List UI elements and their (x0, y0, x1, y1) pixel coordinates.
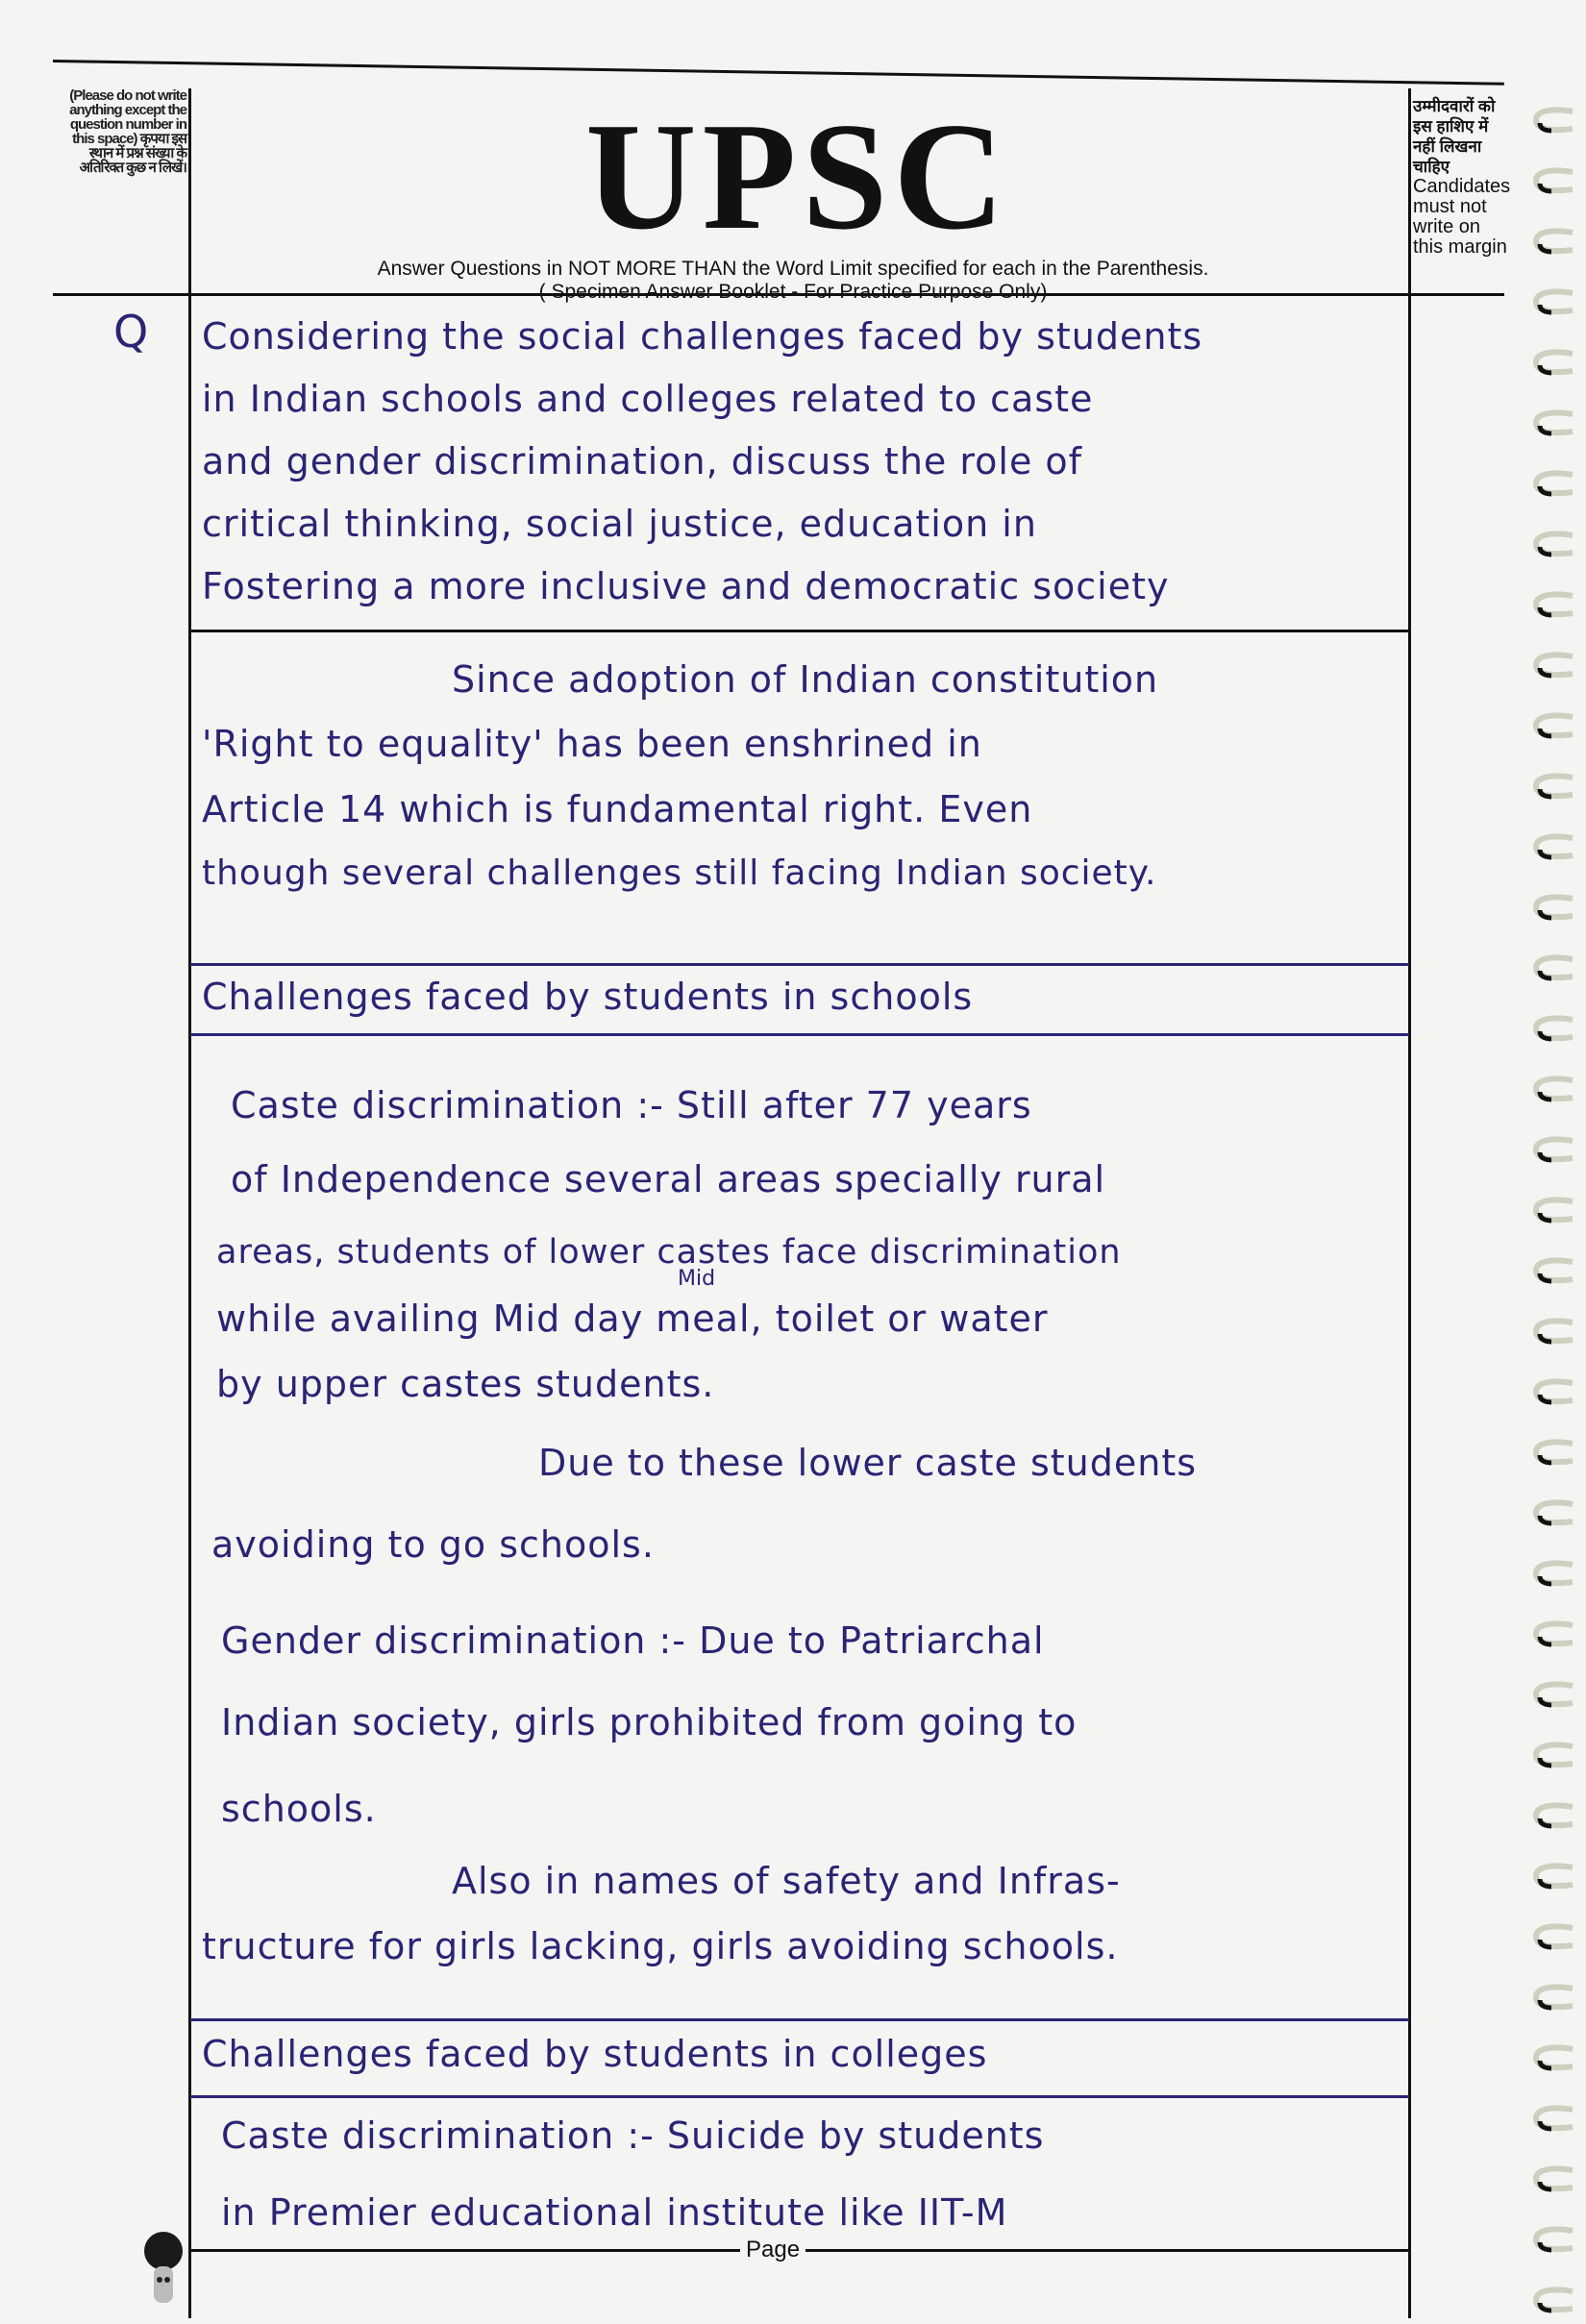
question-line: critical thinking, social justice, education in (202, 503, 1037, 545)
question-line: in Indian schools and colleges related to caste (202, 378, 1094, 420)
schools-caste-line: avoiding to go schools. (211, 1523, 655, 1566)
schools-caste-line: Due to these lower caste students (538, 1442, 1198, 1484)
right-margin-note-english: Candidates must not write on this margin (1413, 176, 1511, 258)
section-divider (190, 963, 1409, 966)
spiral-ring-icon (1530, 1922, 1576, 1951)
spiral-ring-icon (1530, 166, 1576, 195)
header-top-border (53, 60, 1504, 86)
spiral-ring-icon (1530, 348, 1576, 377)
spiral-ring-icon (1530, 1498, 1576, 1527)
spiral-ring-icon (1530, 1135, 1576, 1164)
spiral-ring-icon (1530, 1801, 1576, 1830)
spiral-ring-icon (1530, 2104, 1576, 2133)
mascot-icon (135, 2230, 192, 2316)
right-margin-line (1408, 88, 1411, 2318)
spiral-ring-icon (1530, 2225, 1576, 2254)
spiral-ring-icon (1530, 2164, 1576, 2193)
spiral-ring-icon (1530, 1377, 1576, 1406)
schools-gender-line: Indian society, girls prohibited from going to (221, 1701, 1078, 1743)
section-heading-colleges: Challenges faced by students in colleges (202, 2033, 988, 2075)
instruction-text: Answer Questions in NOT MORE THAN the Word Limit specified for each in the Parenthesis. (377, 258, 1209, 280)
spiral-ring-icon (1530, 408, 1576, 437)
spiral-ring-icon (1530, 1014, 1576, 1043)
intro-line: though several challenges still facing Indian society. (202, 853, 1157, 893)
spiral-ring-icon (1530, 711, 1576, 740)
spiral-ring-icon (1530, 469, 1576, 498)
schools-caste-line: by upper castes students. (216, 1363, 715, 1405)
spiral-ring-icon (1530, 1983, 1576, 2012)
schools-caste-line: areas, students of lower castes face discrimination (216, 1233, 1122, 1272)
section-divider (190, 1033, 1409, 1036)
schools-gender-line: Gender discrimination :- Due to Patriarchal (221, 1619, 1045, 1662)
section-heading-schools: Challenges faced by students in schools (202, 976, 974, 1018)
schools-caste-line: Caste discrimination :- Still after 77 years (231, 1084, 1032, 1126)
spiral-ring-icon (1530, 1438, 1576, 1467)
schools-caste-line: of Independence several areas specially rural (231, 1158, 1106, 1200)
schools-caste-line: while availing Mid day meal, toilet or water (216, 1298, 1049, 1340)
question-line: Fostering a more inclusive and democratic society (202, 565, 1170, 607)
right-margin-note (1413, 96, 1509, 258)
intro-line: Since adoption of Indian constitution (452, 658, 1159, 701)
spiral-ring-icon (1530, 1619, 1576, 1648)
section-divider (190, 2018, 1409, 2021)
left-margin-note: (Please do not write anything except the question number in this space) कृपया इस स्थान में प्रश्न संख्या के अतिरिक्त कुछ न लिखें। (69, 87, 186, 176)
spiral-ring-icon (1530, 893, 1576, 922)
intro-line: 'Right to equality' has been enshrined in (202, 723, 982, 765)
intro-line: Article 14 which is fundamental right. Even (202, 788, 1033, 830)
left-margin-line (188, 88, 191, 2318)
spiral-ring-icon (1530, 1680, 1576, 1709)
spiral-ring-icon (1530, 287, 1576, 316)
spiral-ring-icon (1530, 1075, 1576, 1103)
section-divider (190, 2095, 1409, 2098)
spiral-ring-icon (1530, 2043, 1576, 2072)
schools-gender-line: Also in names of safety and Infras- (452, 1860, 1121, 1902)
question-divider (190, 630, 1409, 632)
question-line: and gender discrimination, discuss the role of (202, 440, 1083, 482)
page-label: Page (740, 2237, 805, 2263)
spiral-ring-icon (1530, 772, 1576, 801)
schools-gender-line: schools. (221, 1788, 377, 1830)
spiral-ring-icon (1530, 1196, 1576, 1224)
spiral-ring-icon (1530, 1559, 1576, 1588)
spiral-ring-icon (1530, 1741, 1576, 1769)
colleges-line: Caste discrimination :- Suicide by students (221, 2114, 1045, 2157)
spiral-ring-icon (1530, 227, 1576, 256)
spiral-ring-icon (1530, 1317, 1576, 1346)
spiral-ring-icon (1530, 106, 1576, 135)
upsc-logo: UPSC (585, 90, 1010, 261)
spiral-ring-icon (1530, 953, 1576, 982)
spiral-ring-icon (1530, 590, 1576, 619)
spiral-ring-icon (1530, 832, 1576, 861)
question-line: Considering the social challenges faced by students (202, 315, 1203, 358)
colleges-line: in Premier educational institute like IIT-M (221, 2191, 1008, 2234)
specimen-note: ( Specimen Answer Booklet - For Practice Purpose Only) (538, 281, 1048, 303)
right-margin-note-hindi: उम्मीदवारों को इस हाशिए में नहीं लिखना चाहिए (1413, 97, 1496, 176)
spiral-ring-icon (1530, 2286, 1576, 2314)
mid-correction: Mid (678, 1267, 716, 1291)
question-marker: Q (113, 306, 149, 358)
spiral-ring-icon (1530, 1862, 1576, 1891)
spiral-ring-icon (1530, 651, 1576, 680)
spiral-ring-icon (1530, 530, 1576, 558)
spiral-ring-icon (1530, 1256, 1576, 1285)
schools-gender-line: tructure for girls lacking, girls avoiding schools. (202, 1925, 1119, 1967)
